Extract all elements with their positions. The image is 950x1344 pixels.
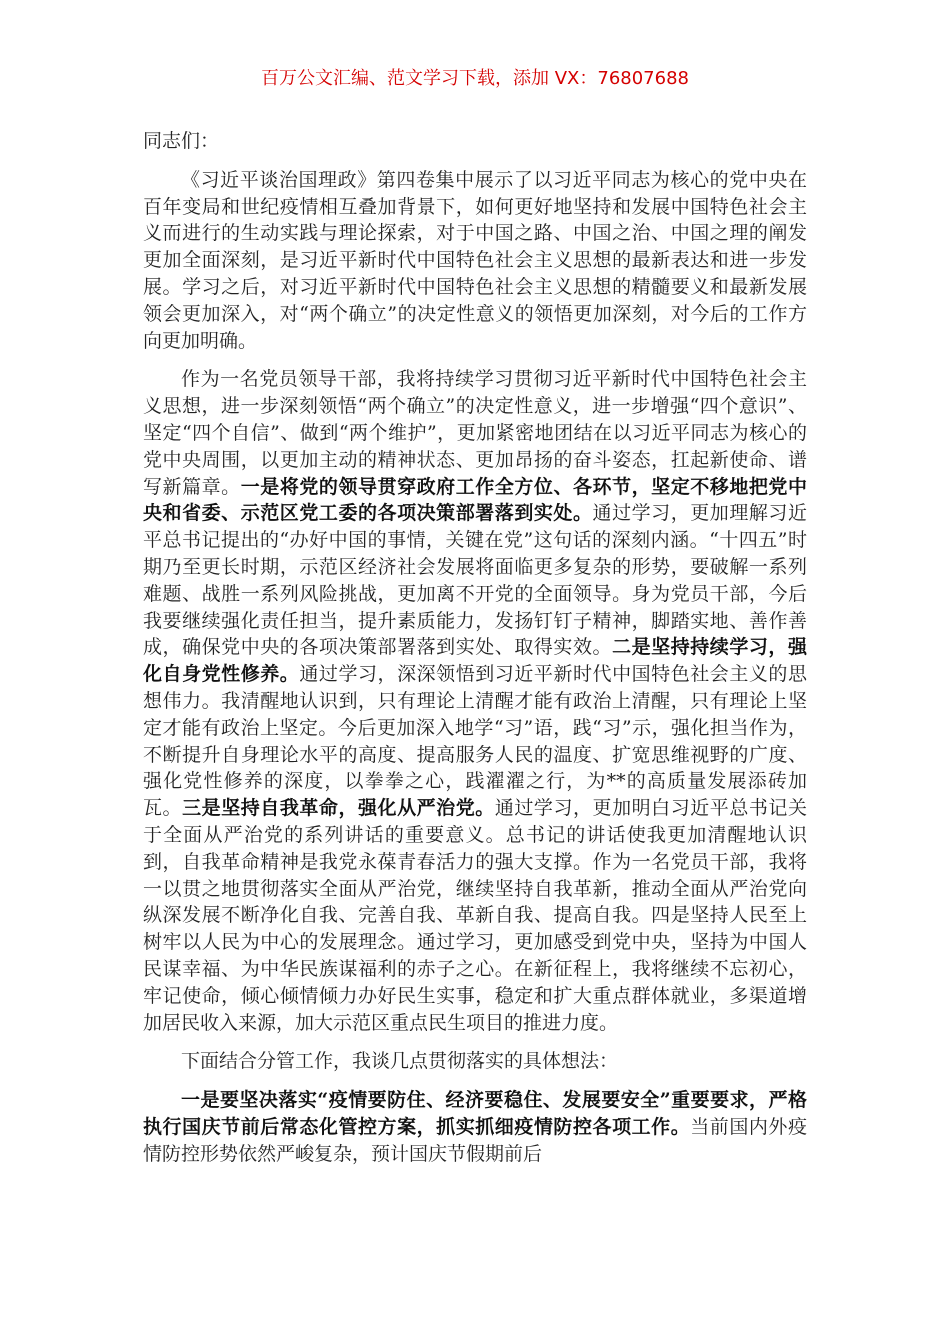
- point-3-heading: 三是坚持自我革命，强化从严治党。: [182, 797, 495, 820]
- watermark-header: 百万公文汇编、范文学习下载，添加 VX：76807688: [261, 68, 689, 89]
- point-2-text: 通过学习，深深领悟到习近平新时代中国特色社会主义的思想伟力。我清醒地认识到，只有理论上清醒才能有政治上清醒，只有理论上坚定才能有政治上坚定。今后更加深入地学“习”语，践“习”示，强化担当作为，不断提升自身理论水平的高度、提高服务人民的温度、扩宽思维视野的广度、强化党性修养的深度，以拳拳之心，践濯濯之行，为**的高质量发展添砖加瓦。: [143, 663, 807, 820]
- paragraph-4-text: 当前国内外疫情防控形势依然严峻复杂，预计国庆节假期前后: [143, 1115, 807, 1165]
- point-2-heading: 二是坚持持续学习，强化自身党性修养。: [143, 636, 807, 686]
- paragraph-2-intro: 作为一名党员领导干部，我将持续学习贯彻习近平新时代中国特色社会主义思想，进一步深刻领悟“两个确立”的决定性意义，进一步增强“四个意识”、坚定“四个自信”、做到“两个维护”，更加紧密地团结在以习近平同志为核心的党中央周围，以更加主动的精神状态、更加昂扬的奋斗姿态，扛起新使命、谱写新篇章。: [143, 368, 807, 498]
- paragraph-3: 下面结合分管工作，我谈几点贯彻落实的具体想法：: [181, 1050, 619, 1073]
- paragraph-4-heading: 一是要坚决落实“疫情要防住、经济要稳住、发展要安全”重要要求，严格执行国庆节前后常态化管控方案，抓实抓细疫情防控各项工作。: [143, 1089, 807, 1138]
- point-3-text: 通过学习，更加明白习近平总书记关于全面从严治党的系列讲话的重要意义。总书记的讲话使我更加清醒地认识到，自我革命精神是我党永葆青春活力的强大支撑。作为一名党员干部，我将一以贯之地贯彻落实全面从严治党，继续坚持自我革新，推动全面从严治党向纵深发展不断净化自我、完善自我、革新自我、提高自我。四是坚持人民至上树牢以人民为中心的发展理念。通过学习，更加感受到党中央，坚持为中国人民谋幸福、为中华民族谋福利的赤子之心。在新征程上，我将继续不忘初心，牢记使命，倾心倾情倾力办好民生实事，稳定和扩大重点群体就业，多渠道增加居民收入来源，加大示范区重点民生项目的推进力度。: [143, 797, 807, 1034]
- paragraph-4: [143, 1087, 807, 1167]
- document-body: [143, 128, 807, 1179]
- paragraph-2: [143, 366, 807, 1036]
- paragraph-1: 《习近平谈治国理政》第四卷集中展示了以习近平同志为核心的党中央在百年变局和世纪疫情相互叠加背景下，如何更好地坚持和发展中国特色社会主义而进行的生动实践与理论探索，对于中国之路、中国之治、中国之理的阐发更加全面深刻，是习近平新时代中国特色社会主义思想的最新表达和进一步发展。学习之后，对习近平新时代中国特色社会主义思想的精髓要义和最新发展领会更加深入，对“两个确立”的决定性意义的领悟更加深刻，对今后的工作方向更加明确。: [143, 168, 807, 352]
- greeting: 同志们：: [143, 130, 220, 152]
- point-1-heading: 一是将党的领导贯穿政府工作全方位、各环节，坚定不移地把党中央和省委、示范区党工委的各项决策部署落到实处。: [143, 475, 807, 525]
- point-1-text: 通过学习，更加理解习近平总书记提出的“办好中国的事情，关键在党”这句话的深刻内涵。“十四五”时期乃至更长时期，示范区经济社会发展将面临更多复杂的形势，要破解一系列难题、战胜一系列风险挑战，更加离不开党的全面领导。身为党员干部，今后我要继续强化责任担当，提升素质能力，发扬钉钉子精神，脚踏实地、善作善成，确保党中央的各项决策部署落到实处、取得实效。: [143, 502, 807, 659]
